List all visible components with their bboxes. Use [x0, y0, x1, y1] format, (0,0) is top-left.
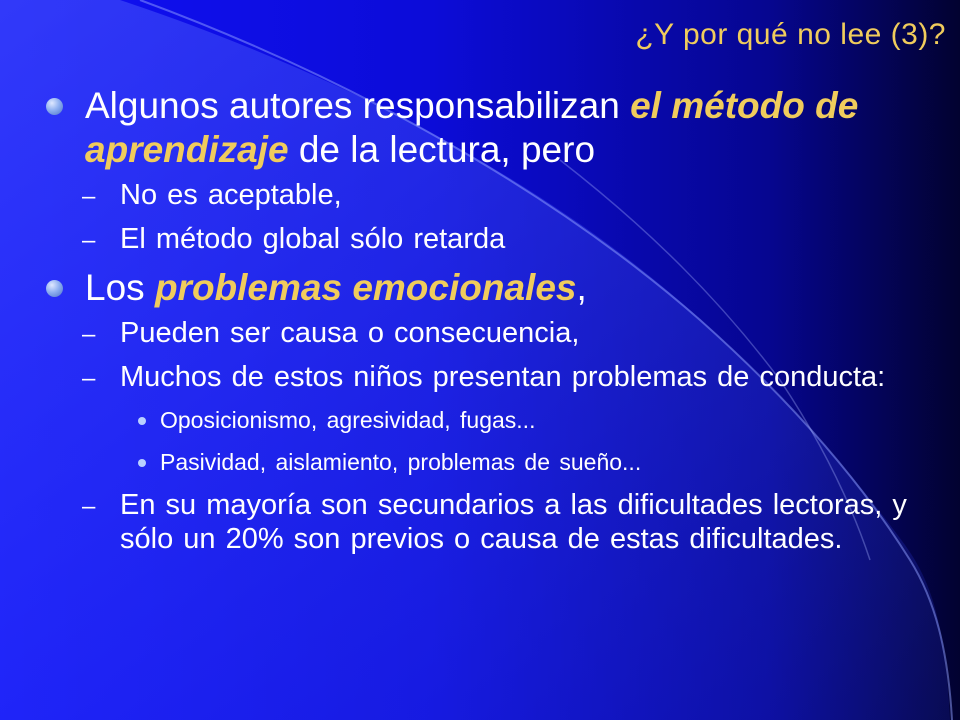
sub-bullet-text: No es aceptable,	[120, 179, 342, 211]
dash-icon: –	[82, 493, 96, 520]
bullet-item	[46, 266, 926, 310]
sub-bullet-item	[82, 488, 926, 556]
slide-title: ¿Y por qué no lee (3)?	[635, 18, 946, 51]
dash-icon: –	[82, 227, 96, 254]
sub-sub-bullet-item	[138, 446, 926, 478]
small-bullet-icon	[138, 459, 146, 467]
bullet-icon	[46, 98, 63, 115]
sub-bullet-text: En su mayoría son secundarios a las dificultades lectoras, y sólo un 20% son previos o causa de estas dificultades.	[120, 489, 907, 555]
sub-bullet-item	[82, 178, 926, 216]
dash-icon: –	[82, 365, 96, 392]
bullet-text: Los problemas emocionales,	[85, 267, 587, 308]
small-bullet-icon	[138, 417, 146, 425]
slide-content	[46, 84, 926, 562]
sub-bullet-item	[82, 316, 926, 354]
sub-sub-bullet-text: Pasividad, aislamiento, problemas de sueño...	[160, 449, 642, 475]
bullet-text: Algunos autores responsabilizan el método de aprendizaje de la lectura, pero	[85, 85, 859, 170]
dash-icon: –	[82, 183, 96, 210]
sub-bullet-text: Pueden ser causa o consecuencia,	[120, 317, 580, 349]
dash-icon: –	[82, 321, 96, 348]
sub-bullet-item	[82, 222, 926, 260]
sub-bullet-text: Muchos de estos niños presentan problemas de conducta:	[120, 361, 886, 393]
emphasis-text: el método de aprendizaje	[85, 85, 859, 170]
sub-bullet-text: El método global sólo retarda	[120, 223, 506, 255]
sub-bullet-item	[82, 360, 926, 398]
sub-sub-bullet-item	[138, 404, 926, 436]
sub-sub-bullet-text: Oposicionismo, agresividad, fugas...	[160, 407, 536, 433]
bullet-icon	[46, 280, 63, 297]
bullet-item	[46, 84, 926, 172]
emphasis-text: problemas emocionales	[154, 267, 577, 308]
